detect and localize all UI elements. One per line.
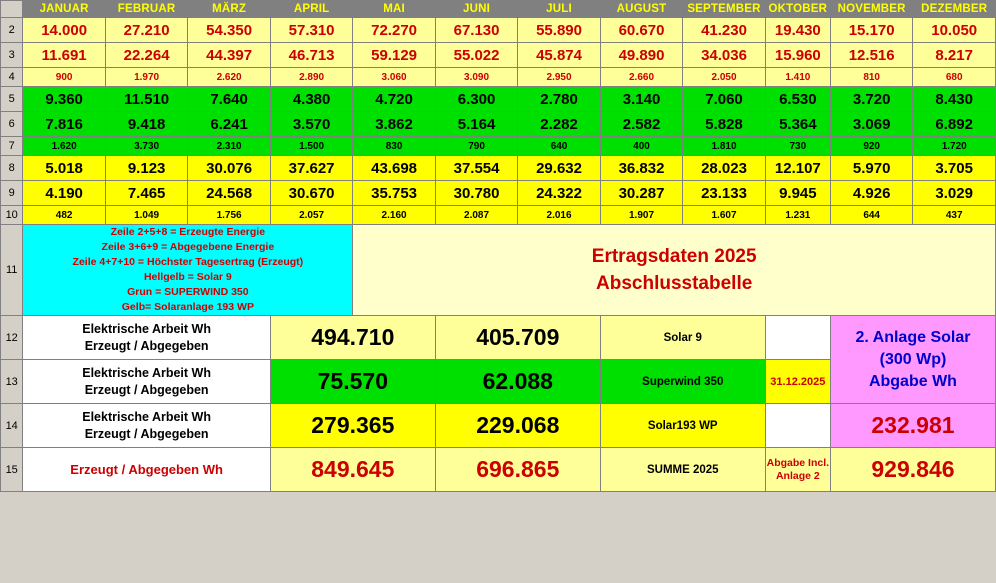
row-number: 9 [1, 181, 23, 206]
cell: 1.049 [105, 206, 187, 225]
cell: 44.397 [188, 43, 270, 68]
cell: 3.140 [600, 87, 682, 112]
date-cell: 31.12.2025 [765, 360, 830, 404]
cell: 2.160 [353, 206, 435, 225]
cell: 1.756 [188, 206, 270, 225]
column-header-august: AUGUST [600, 1, 682, 18]
cell: 2.582 [600, 112, 682, 137]
column-header-november: NOVEMBER [830, 1, 912, 18]
cell: 2.660 [600, 68, 682, 87]
cell: 55.890 [518, 18, 600, 43]
cell: 24.568 [188, 181, 270, 206]
cell: 22.264 [105, 43, 187, 68]
summary-abgegeben-solar9: 405.709 [435, 316, 600, 360]
cell: 6.300 [435, 87, 517, 112]
cell: 67.130 [435, 18, 517, 43]
summary-label-line-1: Elektrische Arbeit Wh [82, 365, 211, 380]
column-header-januar: JANUAR [23, 1, 105, 18]
cell: 6.241 [188, 112, 270, 137]
cell: 2.950 [518, 68, 600, 87]
row-number: 3 [1, 43, 23, 68]
summary-abgegeben-total: 696.865 [435, 448, 600, 492]
summary-label-line-1: Elektrische Arbeit Wh [82, 321, 211, 336]
cell: 59.129 [353, 43, 435, 68]
cell: 4.720 [353, 87, 435, 112]
cell: 12.516 [830, 43, 912, 68]
summary-row-total [1, 448, 996, 492]
cell: 1.607 [683, 206, 765, 225]
cell: 12.107 [765, 156, 830, 181]
summary-tag-solar9: Solar 9 [600, 316, 765, 360]
anlage2-line-1: 2. Anlage Solar [855, 328, 971, 346]
row-number: 7 [1, 137, 23, 156]
abgabe-incl-cell [765, 448, 830, 492]
anlage2-label-block [830, 316, 995, 404]
row-number: 4 [1, 68, 23, 87]
cell: 15.960 [765, 43, 830, 68]
summary-erzeugt-solar9: 494.710 [270, 316, 435, 360]
cell: 1.231 [765, 206, 830, 225]
cell: 23.133 [683, 181, 765, 206]
cell: 6.530 [765, 87, 830, 112]
table-row [1, 137, 996, 156]
cell: 29.632 [518, 156, 600, 181]
summary-label-total [23, 448, 270, 492]
summary-tag-superwind: Superwind 350 [600, 360, 765, 404]
cell: 15.170 [830, 18, 912, 43]
column-header-juni: JUNI [435, 1, 517, 18]
table-header-row [1, 1, 996, 18]
cell: 920 [830, 137, 912, 156]
cell: 1.810 [683, 137, 765, 156]
anlage2-line-2: (300 Wp) [879, 350, 947, 368]
cell: 4.190 [23, 181, 105, 206]
cell: 54.350 [188, 18, 270, 43]
cell: 7.640 [188, 87, 270, 112]
cell: 3.730 [105, 137, 187, 156]
summary-label-solar193 [23, 404, 270, 448]
title-block [353, 225, 996, 316]
cell: 9.945 [765, 181, 830, 206]
anlage2-line-3: Abgabe Wh [868, 372, 957, 390]
cell: 43.698 [353, 156, 435, 181]
cell: 24.322 [518, 181, 600, 206]
cell: 45.874 [518, 43, 600, 68]
abgabe-line-2: Anlage 2 [775, 469, 820, 482]
cell: 1.970 [105, 68, 187, 87]
cell: 3.090 [435, 68, 517, 87]
cell: 10.050 [913, 18, 996, 43]
cell: 1.410 [765, 68, 830, 87]
summary-row-solar9 [1, 316, 996, 360]
title-line-1: Ertragsdaten 2025 [591, 246, 757, 267]
row-header-corner [1, 1, 23, 18]
cell: 790 [435, 137, 517, 156]
cell: 1.720 [913, 137, 996, 156]
cell: 30.076 [188, 156, 270, 181]
cell: 680 [913, 68, 996, 87]
cell: 34.036 [683, 43, 765, 68]
table-row [1, 156, 996, 181]
table-row [1, 68, 996, 87]
cell: 640 [518, 137, 600, 156]
cell: 30.670 [270, 181, 352, 206]
cell: 2.057 [270, 206, 352, 225]
cell: 3.029 [913, 181, 996, 206]
cell: 3.705 [913, 156, 996, 181]
cell: 36.832 [600, 156, 682, 181]
column-header-dezember: DEZEMBER [913, 1, 996, 18]
row-number: 8 [1, 156, 23, 181]
cell: 2.016 [518, 206, 600, 225]
column-header-september: SEPTEMBER [683, 1, 765, 18]
cell: 6.892 [913, 112, 996, 137]
cell: 5.164 [435, 112, 517, 137]
column-header-juli: JULI [518, 1, 600, 18]
table-row [1, 206, 996, 225]
title-line-2: Abschlusstabelle [596, 273, 753, 294]
cell: 1.620 [23, 137, 105, 156]
table-row [1, 181, 996, 206]
grand-total-value: 929.846 [830, 448, 995, 492]
summary-erzeugt-total: 849.645 [270, 448, 435, 492]
cell: 437 [913, 206, 996, 225]
empty-cell [765, 316, 830, 360]
cell: 37.627 [270, 156, 352, 181]
cell: 7.816 [23, 112, 105, 137]
cell: 9.360 [23, 87, 105, 112]
cell: 14.000 [23, 18, 105, 43]
legend-line-2: Zeile 3+6+9 = Abgegebene Energie [101, 241, 275, 253]
cell: 830 [353, 137, 435, 156]
column-header-mai: MAI [353, 1, 435, 18]
cell: 3.570 [270, 112, 352, 137]
row-number: 10 [1, 206, 23, 225]
cell: 8.430 [913, 87, 996, 112]
row-number: 15 [1, 448, 23, 492]
row-number: 14 [1, 404, 23, 448]
cell: 5.018 [23, 156, 105, 181]
cell: 1.907 [600, 206, 682, 225]
summary-tag-total: SUMME 2025 [600, 448, 765, 492]
cell: 2.780 [518, 87, 600, 112]
summary-erzeugt-superwind: 75.570 [270, 360, 435, 404]
legend-line-6: Gelb= Solaranlage 193 WP [121, 301, 254, 313]
cell: 30.780 [435, 181, 517, 206]
cell: 2.282 [518, 112, 600, 137]
cell: 60.670 [600, 18, 682, 43]
cell: 28.023 [683, 156, 765, 181]
legend-title-row [1, 225, 996, 316]
cell: 8.217 [913, 43, 996, 68]
legend-line-5: Grun = SUPERWIND 350 [127, 286, 249, 298]
row-number: 2 [1, 18, 23, 43]
cell: 11.691 [23, 43, 105, 68]
legend-line-4: Hellgelb = Solar 9 [143, 271, 232, 283]
cell: 3.720 [830, 87, 912, 112]
table-row [1, 43, 996, 68]
cell: 644 [830, 206, 912, 225]
cell: 11.510 [105, 87, 187, 112]
cell: 37.554 [435, 156, 517, 181]
cell: 5.970 [830, 156, 912, 181]
table-row [1, 18, 996, 43]
row-number: 12 [1, 316, 23, 360]
cell: 5.828 [683, 112, 765, 137]
cell: 9.418 [105, 112, 187, 137]
summary-tag-solar193: Solar193 WP [600, 404, 765, 448]
summary-label-line-2: Erzeugt / Abgegeben [84, 382, 209, 397]
summary-label-solar9 [23, 316, 270, 360]
cell: 1.500 [270, 137, 352, 156]
table-row [1, 87, 996, 112]
summary-abgegeben-superwind: 62.088 [435, 360, 600, 404]
column-header-oktober: OKTOBER [765, 1, 830, 18]
cell: 730 [765, 137, 830, 156]
summary-row-solar193 [1, 404, 996, 448]
cell: 9.123 [105, 156, 187, 181]
row-number: 5 [1, 87, 23, 112]
cell: 27.210 [105, 18, 187, 43]
cell: 55.022 [435, 43, 517, 68]
cell: 30.287 [600, 181, 682, 206]
summary-abgegeben-solar193: 229.068 [435, 404, 600, 448]
cell: 2.620 [188, 68, 270, 87]
summary-label-line-2: Erzeugt / Abgegeben [84, 426, 209, 441]
cell: 2.890 [270, 68, 352, 87]
cell: 72.270 [353, 18, 435, 43]
cell: 900 [23, 68, 105, 87]
empty-cell [765, 404, 830, 448]
cell: 49.890 [600, 43, 682, 68]
cell: 2.310 [188, 137, 270, 156]
abgabe-line-1: Abgabe Incl. [766, 456, 830, 469]
cell: 3.060 [353, 68, 435, 87]
cell: 2.050 [683, 68, 765, 87]
cell: 19.430 [765, 18, 830, 43]
legend-block [23, 225, 353, 316]
row-number: 6 [1, 112, 23, 137]
summary-label-line-2: Erzeugt / Abgegeben [84, 338, 209, 353]
cell: 482 [23, 206, 105, 225]
legend-line-1: Zeile 2+5+8 = Erzeugte Energie [110, 226, 266, 238]
summary-label-line-1: Erzeugt / Abgegeben Wh [70, 462, 223, 477]
cell: 5.364 [765, 112, 830, 137]
cell: 4.380 [270, 87, 352, 112]
cell: 3.862 [353, 112, 435, 137]
summary-erzeugt-solar193: 279.365 [270, 404, 435, 448]
cell: 7.060 [683, 87, 765, 112]
row-number: 11 [1, 225, 23, 316]
summary-label-superwind [23, 360, 270, 404]
legend-line-3: Zeile 4+7+10 = Höchster Tagesertrag (Erzeugt) [72, 256, 304, 268]
cell: 810 [830, 68, 912, 87]
cell: 3.069 [830, 112, 912, 137]
cell: 4.926 [830, 181, 912, 206]
anlage2-value: 232.981 [830, 404, 995, 448]
cell: 41.230 [683, 18, 765, 43]
cell: 46.713 [270, 43, 352, 68]
table-row [1, 112, 996, 137]
cell: 7.465 [105, 181, 187, 206]
column-header-februar: FEBRUAR [105, 1, 187, 18]
column-header-maerz: MÄRZ [188, 1, 270, 18]
row-number: 13 [1, 360, 23, 404]
column-header-april: APRIL [270, 1, 352, 18]
cell: 400 [600, 137, 682, 156]
cell: 57.310 [270, 18, 352, 43]
cell: 2.087 [435, 206, 517, 225]
cell: 35.753 [353, 181, 435, 206]
summary-label-line-1: Elektrische Arbeit Wh [82, 409, 211, 424]
